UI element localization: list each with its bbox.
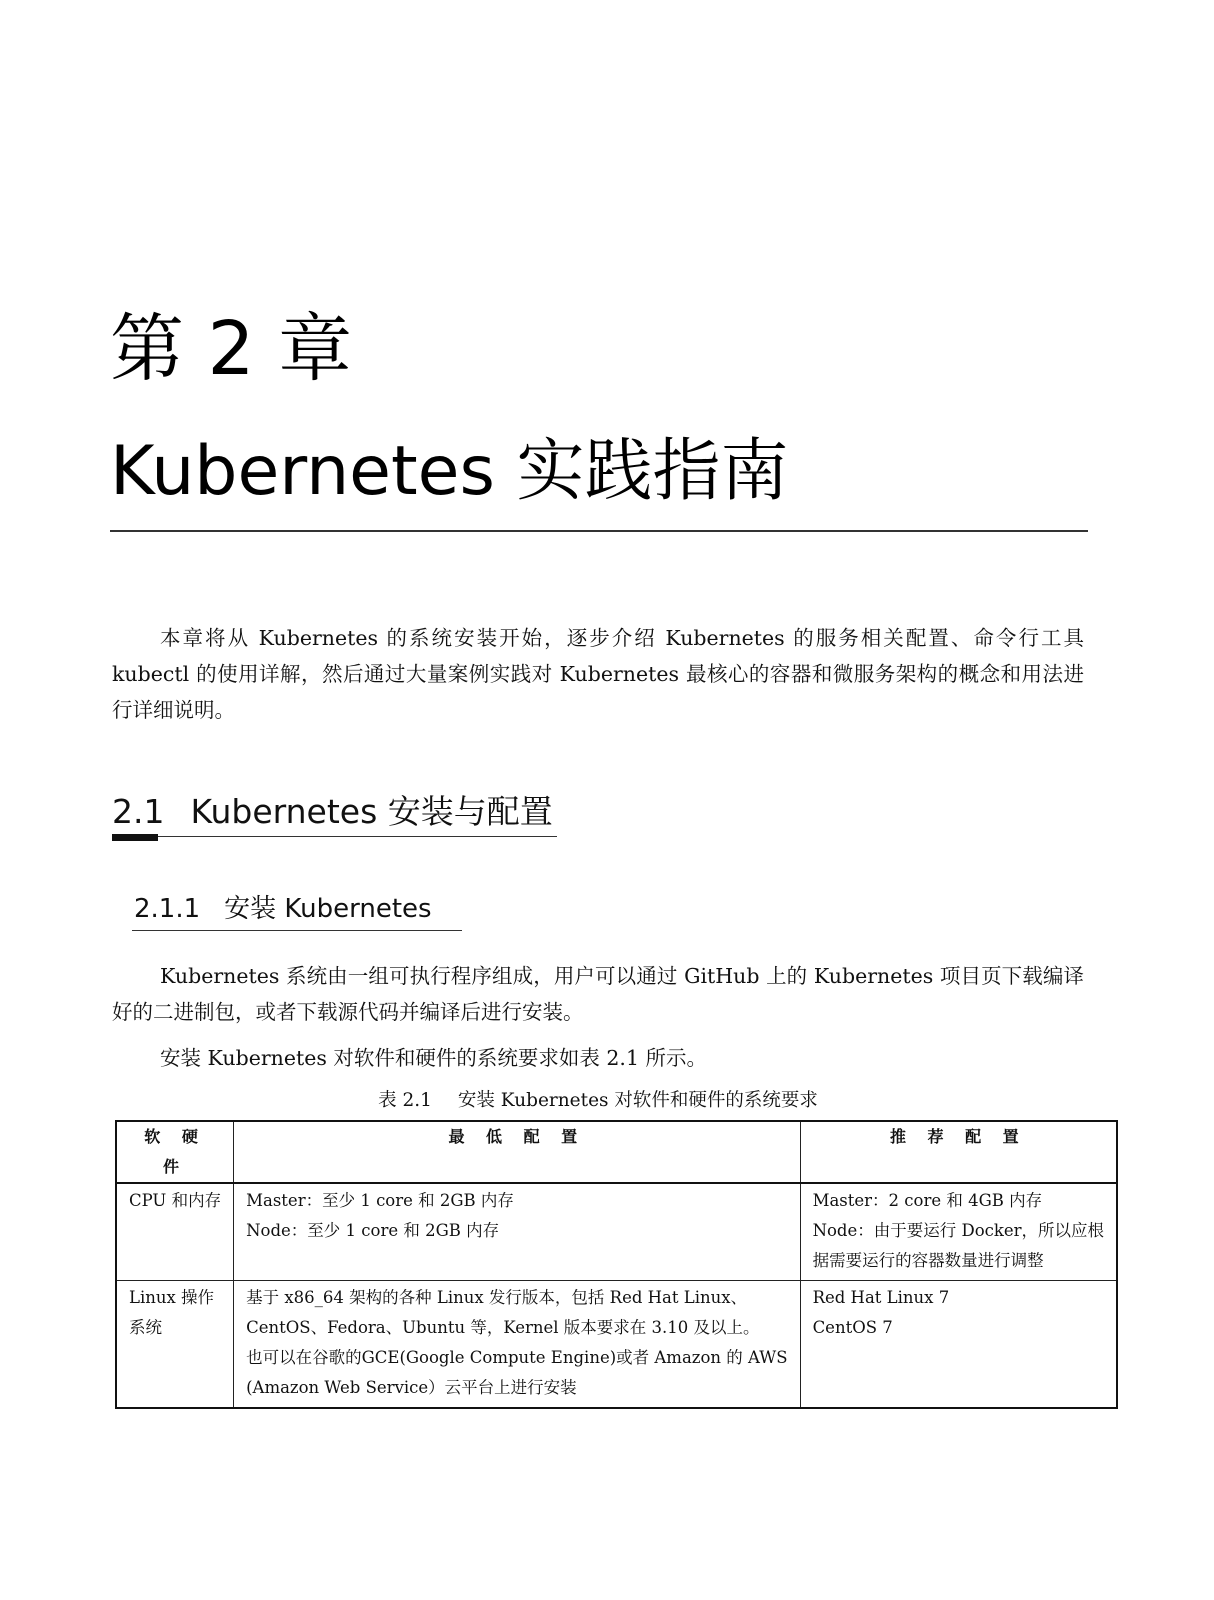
section-number: 2.1 bbox=[112, 792, 165, 831]
subsection-underline bbox=[132, 930, 462, 931]
table-caption-title: 安装 Kubernetes 对软件和硬件的系统要求 bbox=[457, 1090, 818, 1111]
chapter-title: Kubernetes 实践指南 bbox=[110, 432, 789, 511]
table-header-row bbox=[116, 1121, 1117, 1183]
subsection-heading bbox=[134, 890, 432, 928]
cell-line: CentOS 7 bbox=[812, 1318, 893, 1337]
intro-paragraph: 本章将从 Kubernetes 的系统安装开始，逐步介绍 Kubernetes 的服务相关配置、命令行工具 kubectl 的使用详解，然后通过大量案例实践对 Kubernetes 最核心的容器和微服务架构的概念和用法进行详细说明。 bbox=[112, 626, 1084, 722]
cell-line: CPU 和内存 bbox=[129, 1191, 222, 1210]
cell-line: Node：由于要运行 Docker，所以应根 bbox=[812, 1221, 1105, 1240]
subsection-number: 2.1.1 bbox=[134, 894, 201, 924]
subsection-title: 安装 Kubernetes bbox=[224, 894, 432, 924]
cell-minimum bbox=[234, 1183, 800, 1281]
cell-line: 据需要运行的容器数量进行调整 bbox=[812, 1251, 1044, 1270]
cell-minimum bbox=[234, 1281, 800, 1409]
cell-line: 系统 bbox=[129, 1318, 162, 1337]
cell-line: Master：至少 1 core 和 2GB 内存 bbox=[246, 1191, 514, 1210]
requirements-table bbox=[115, 1120, 1118, 1409]
header-recommended: 推 荐 配 置 bbox=[800, 1121, 1117, 1183]
cell-recommended bbox=[800, 1281, 1117, 1409]
cell-line: Red Hat Linux 7 bbox=[812, 1288, 950, 1307]
cell-line: 也可以在谷歌的GCE(Google Compute Engine)或者 Amazon 的 AWS bbox=[246, 1348, 788, 1367]
cell-line: Node：至少 1 core 和 2GB 内存 bbox=[246, 1221, 500, 1240]
header-minimum: 最 低 配 置 bbox=[234, 1121, 800, 1183]
section-title: Kubernetes 安装与配置 bbox=[190, 792, 553, 831]
header-hardware: 软 硬 件 bbox=[116, 1121, 234, 1183]
chapter-divider bbox=[110, 530, 1088, 532]
cell-recommended bbox=[800, 1183, 1117, 1281]
cell-line: 基于 x86_64 架构的各种 Linux 发行版本，包括 Red Hat Linux、 bbox=[246, 1288, 748, 1307]
cell-line: CentOS、Fedora、Ubuntu 等，Kernel 版本要求在 3.10 及以上。 bbox=[246, 1318, 760, 1337]
body-paragraph: Kubernetes 系统由一组可执行程序组成，用户可以通过 GitHub 上的 Kubernetes 项目页下载编译好的二进制包，或者下载源代码并编译后进行安装。 bbox=[112, 964, 1084, 1024]
body-paragraph: 安装 Kubernetes 对软件和硬件的系统要求如表 2.1 所示。 bbox=[160, 1046, 708, 1070]
cell-line: Master：2 core 和 4GB 内存 bbox=[812, 1191, 1043, 1210]
table-caption-number: 表 2.1 bbox=[378, 1090, 432, 1111]
section-underline bbox=[112, 836, 557, 837]
section-heading bbox=[112, 790, 553, 834]
cell-item bbox=[116, 1183, 234, 1281]
table-row bbox=[116, 1183, 1117, 1281]
table-caption bbox=[112, 1087, 1084, 1115]
cell-item bbox=[116, 1281, 234, 1409]
cell-line: Linux 操作 bbox=[129, 1288, 215, 1307]
section-marker-bar bbox=[112, 834, 158, 841]
table-row bbox=[116, 1281, 1117, 1409]
chapter-number: 第 2 章 bbox=[110, 306, 353, 392]
cell-line: (Amazon Web Service）云平台上进行安装 bbox=[246, 1378, 577, 1397]
